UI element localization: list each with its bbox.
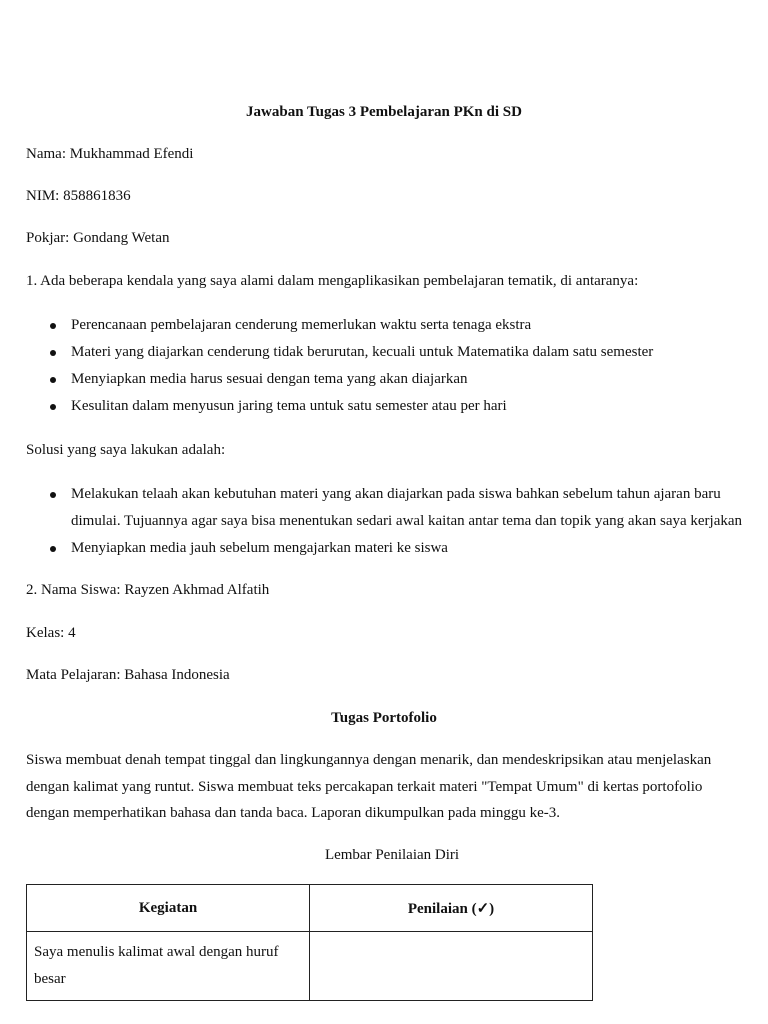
- table-caption: Lembar Penilaian Diri: [324, 847, 460, 863]
- class-line: Kelas: 4: [26, 625, 76, 641]
- nim-line: NIM: 858861836: [26, 188, 131, 204]
- document-title: Jawaban Tugas 3 Pembelajaran PKn di SD: [246, 104, 522, 120]
- list-item: Menyiapkan media harus sesuai dengan tema yang akan diajarkan: [71, 366, 768, 393]
- activity-cell: Saya menulis kalimat awal dengan huruf besar: [27, 932, 310, 1001]
- table-header-row: [27, 885, 593, 932]
- name-line: Nama: Mukhammad Efendi: [26, 146, 194, 162]
- column-header-activity: Kegiatan: [27, 885, 310, 932]
- assessment-cell: [310, 932, 593, 1001]
- table-row: [27, 932, 593, 1001]
- pokjar-line: Pokjar: Gondang Wetan: [26, 230, 170, 246]
- bullet-icon: [50, 404, 56, 410]
- bullet-icon: [50, 377, 56, 383]
- obstacle-list: [26, 312, 768, 420]
- self-assessment-table: [26, 884, 593, 1001]
- bullet-icon: [50, 350, 56, 356]
- solution-intro: Solusi yang saya lakukan adalah:: [26, 442, 226, 458]
- subject-line: Mata Pelajaran: Bahasa Indonesia: [26, 667, 230, 683]
- solution-list: [26, 481, 768, 562]
- list-item: Menyiapkan media jauh sebelum mengajarkan materi ke siswa: [71, 535, 768, 562]
- list-item: Materi yang diajarkan cenderung tidak berurutan, kecuali untuk Matematika dalam satu semester: [71, 339, 768, 366]
- list-item: Melakukan telaah akan kebutuhan materi yang akan diajarkan pada siswa bahkan sebelum tahun ajaran baru dimulai. Tujuannya agar saya bisa menentukan sedari awal kaitan antar tema dan topik yang akan saya kerjakan: [71, 481, 768, 535]
- portfolio-heading: Tugas Portofolio: [331, 710, 437, 726]
- student-name-line: 2. Nama Siswa: Rayzen Akhmad Alfatih: [26, 582, 270, 598]
- list-item: Perencanaan pembelajaran cenderung memerlukan waktu serta tenaga ekstra: [71, 312, 768, 339]
- column-header-assessment: Penilaian (✓): [310, 885, 593, 932]
- bullet-icon: [50, 323, 56, 329]
- list-item: Kesulitan dalam menyusun jaring tema untuk satu semester atau per hari: [71, 393, 768, 420]
- bullet-icon: [50, 492, 56, 498]
- bullet-icon: [50, 546, 56, 552]
- question-1-intro: 1. Ada beberapa kendala yang saya alami dalam mengaplikasikan pembelajaran tematik, di antaranya:: [26, 273, 639, 289]
- portfolio-description: Siswa membuat denah tempat tinggal dan lingkungannya dengan menarik, dan mendeskripsikan atau menjelaskan dengan kalimat yang runtut. Siswa membuat teks percakapan terkait materi "Tempat Umum" di kertas portofolio dengan memperhatikan bahasa dan tanda baca. Laporan dikumpulkan pada minggu ke-3.: [26, 752, 712, 821]
